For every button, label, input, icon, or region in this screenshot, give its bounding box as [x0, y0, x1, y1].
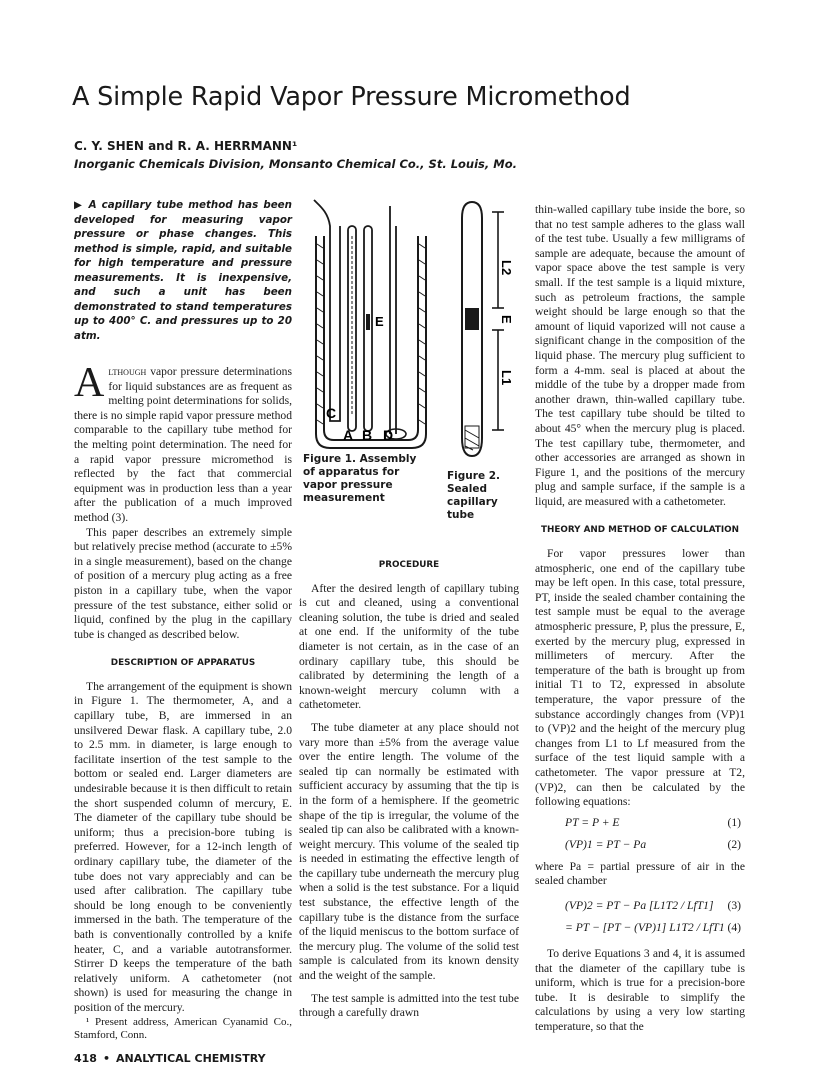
column-1	[74, 198, 292, 1042]
intro-text: vapor pressure determinations for liquid substances are as frequent as melting point determinations for solids, there is no simple rapid vapor pressure method comparable to the capillary tube method for the melting point determination. The need for a rapid vapor pressure micromethod is reflected by the fact that commercial equipment was in production less than a year after the publication of a much improved method (3).	[74, 365, 292, 524]
abstract: ▶ A capillary tube method has been developed for measuring vapor pressure or phase changes. This method is simple, rapid, and suitable for high temperature and pressure measurements. It is inexpensive, and such a unit has been demonstrated to stand temperatures up to 400° C. and pressures up to 20 atm.	[74, 199, 292, 342]
equation-3: (VP)2 = PT − Pa [L1T2 / LfT1] (3)	[565, 898, 741, 912]
where-text: where Pa = partial pressure of air in the sealed chamber	[535, 859, 745, 888]
apparatus-text: The arrangement of the equipment is shown in Figure 1. The thermometer, A, and a capillary tube, B, are immersed in an unsilvered Dewar flask. A capillary tube, 2.0 to 2.5 mm. in diameter, is large enough to facilitate insertion of the test sample to the bottom or sealed end. Larger diameters are undesirable because it is then difficult to retain the short suspended column of mercury, E. The diameter of the capillary tube should be uniform; thus a precision-bore tubing is preferred. However, for a 12-inch length of ordinary capillary tube, the diameter of the tube does not vary appreciably and can be used after calibration. The capillary tube should be long enough to be conveniently immersed in the bath. The temperature of the bath is conventionally controlled by a knife heater, C, and a variable autotransformer. Stirrer D keeps the temperature of the bath relatively uniform. A cathetometer (not shown) is used for measuring the change in position of the mercury.	[74, 679, 292, 1014]
page-number: 418	[74, 1052, 97, 1065]
fig1-label-c: C	[326, 405, 337, 421]
column-3	[535, 203, 745, 1035]
procedure-paragraph-2: The tube diameter at any place should not vary more than ±5% from the average value over the entire length. The volume of the sealed tip can normally be estimated with sufficient accuracy by assuming that the tip is in the form of a hemisphere. If the geometric shape of the tip is irregular, the volume of the sealed tip can also be calibrated with a known-weight mercury. This volume of the sealed tip is needed in estimating the effective length of the capillary tube underneath the mercury plug when a solid is the test substance. For a liquid test substance, the effective length of the capillary tube is the distance from the surface of the liquid meniscus to the bottom surface of the mercury plug. The volume of the solid test sample is calculated from its known density and the weight of the sample.	[299, 720, 519, 983]
figure-2-diagram	[448, 198, 528, 460]
fig1-label-b: B	[362, 427, 373, 443]
column-2	[299, 558, 519, 1021]
figure-2-caption: Figure 2. Sealed capillary tube	[447, 470, 501, 521]
apparatus-heading: DESCRIPTION OF APPARATUS	[110, 658, 256, 669]
equation-2: (VP)1 = PT − Pa (2)	[565, 837, 741, 851]
intro-lead: lthough	[108, 365, 147, 378]
procedure-paragraph-3: The test sample is admitted into the test tube through a carefully drawn	[299, 991, 519, 1020]
equation-4: = PT − [PT − (VP)1] L1T2 / LfT1 (4)	[565, 920, 741, 934]
intro-paragraph-2: This paper describes an extremely simple but relatively precise method (accurate to ±5% in a single measurement), based on the change of position of a mercury plug acting as a free piston in a capillary tube, when the vapor pressure of the test substance, either solid or liquid, confined by the plug in the capillary tube is changed as described below.	[74, 525, 292, 641]
fig2-label-l2: L2	[499, 260, 514, 276]
procedure-heading: PROCEDURE	[378, 560, 440, 570]
procedure-paragraph-1: After the desired length of capillary tubing is cut and cleaned, using a conventional cleaning solution, the tube is dried and sealed at one end. If the uniformity of the tube diameter is not certain, as in the case of an ordinary capillary tube, this should be calibrated by determining the length of a known-weight mercury column with a cathetometer.	[299, 581, 519, 712]
derivation-paragraph: To derive Equations 3 and 4, it is assumed that the diameter of the capillary tube is uniform, which is true for a precision-bore tube. It is desirable to simplify the calculations by using a very low starting temperature, so that the	[535, 946, 745, 1033]
footnote: ¹ Present address, American Cyanamid Co., Stamford, Conn.	[74, 1015, 292, 1041]
fig2-label-e: E	[499, 315, 514, 324]
fig2-label-l1: L1	[499, 370, 514, 386]
journal-name: ANALYTICAL CHEMISTRY	[116, 1052, 266, 1065]
theory-heading: THEORY AND METHOD OF CALCULATION	[541, 525, 739, 536]
page-footer	[74, 1052, 266, 1065]
fig1-label-d: D	[383, 427, 394, 443]
figure-1-caption: Figure 1. Assembly of apparatus for vapor pressure measurement	[303, 453, 417, 504]
article-title: A Simple Rapid Vapor Pressure Micromethod	[72, 82, 631, 112]
equation-1: PT = P + E (1)	[565, 815, 741, 829]
col3-paragraph-1: thin-walled capillary tube inside the bore, so that no test sample adheres to the glass wall of the test tube. Usually a few milligrams of sample are adequate, because the amount of vapor space above the test sample is very small. If the test sample is a liquid mixture, such as petroleum fractions, the sample weight should be large enough so that the amount of liquid vaporized will not cause a significant change in the composition of the liquid phase. The mercury plug sufficient to form a 4-mm. seal is placed at about the middle of the tube by a dropper made from another drawn, thin-walled capillary tube. The test capillary tube should be tilted to about 45° when the mercury plug is placed. The test capillary tube, thermometer, and other accessories are arranged as shown in Figure 1, and the positions of the mercury plug and sample surface, if the sample is a liquid, are measured with a cathetometer.	[535, 203, 745, 508]
fig1-label-e: E	[375, 314, 384, 329]
intro-paragraph	[74, 360, 292, 526]
theory-paragraph: For vapor pressures lower than atmospheric, one end of the capillary tube may be left open. In this case, total pressure, PT, inside the sealed chamber containing the test sample must be equal to the average atmospheric pressure, P, plus the pressure, E, exerted by the mercury plug, expressed in millimeters of mercury. After the temperature of the bath is brought up from initial T1 to T2, expressed in absolute temperature, the vapor pressure of the substance accordingly changes from (VP)1 to (VP)2 and the height of the mercury plug changes from L1 to Lf measured from the surface of the test liquid sample with a cathetometer. The vapor pressure at T2, (VP)2, can then be calculated by the following equations:	[535, 547, 745, 809]
bullet-icon: •	[102, 1052, 110, 1065]
figure-1-diagram	[300, 196, 440, 452]
affiliation: Inorganic Chemicals Division, Monsanto Chemical Co., St. Louis, Mo.	[74, 157, 517, 171]
authors: C. Y. SHEN and R. A. HERRMANN¹	[74, 139, 298, 153]
fig1-label-a: A	[343, 427, 354, 443]
drop-cap: A	[74, 360, 105, 406]
